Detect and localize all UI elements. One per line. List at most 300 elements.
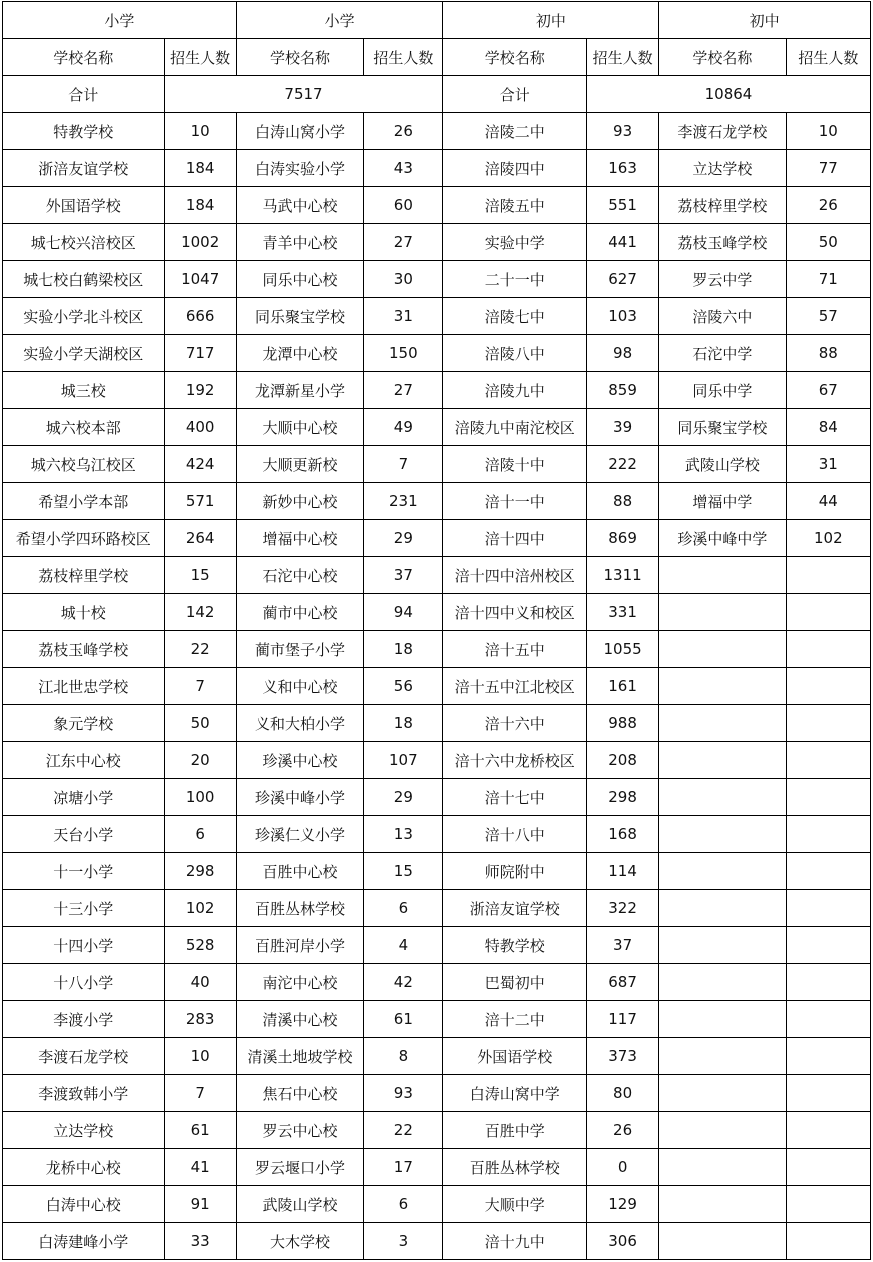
- school-name-cell: 白涛山窝小学: [236, 113, 363, 150]
- school-name-cell: 白涛山窝中学: [443, 1075, 586, 1112]
- table-row: [3, 631, 871, 668]
- table-row: [3, 1075, 871, 1112]
- enrollment-cell: 31: [786, 446, 870, 483]
- school-name-cell: 新妙中心校: [236, 483, 363, 520]
- enrollment-cell: 184: [164, 187, 236, 224]
- school-name-cell: 同乐中学: [659, 372, 786, 409]
- school-name-cell: 武陵山学校: [659, 446, 786, 483]
- level-header-row: [3, 2, 871, 39]
- school-name-cell: 城六校本部: [3, 409, 165, 446]
- school-name-cell: 希望小学本部: [3, 483, 165, 520]
- school-name-cell: [659, 816, 786, 853]
- enrollment-cell: 1311: [586, 557, 658, 594]
- school-name-cell: 凉塘小学: [3, 779, 165, 816]
- school-name-cell: 李渡石龙学校: [3, 1038, 165, 1075]
- enrollment-cell: 17: [364, 1149, 443, 1186]
- enrollment-table: [2, 1, 871, 1260]
- enrollment-cell: 7: [364, 446, 443, 483]
- school-name-cell: 二十一中: [443, 261, 586, 298]
- school-name-cell: [659, 964, 786, 1001]
- school-name-cell: 实验小学北斗校区: [3, 298, 165, 335]
- enrollment-cell: 42: [364, 964, 443, 1001]
- school-name-cell: 涪十一中: [443, 483, 586, 520]
- enrollment-cell: 100: [164, 779, 236, 816]
- enrollment-cell: 988: [586, 705, 658, 742]
- enrollment-cell: 8: [364, 1038, 443, 1075]
- school-name-cell: [659, 1186, 786, 1223]
- school-name-cell: 城七校白鹤梁校区: [3, 261, 165, 298]
- school-name-cell: 义和大柏小学: [236, 705, 363, 742]
- school-name-cell: 增福中学: [659, 483, 786, 520]
- enrollment-cell: [786, 890, 870, 927]
- school-name-cell: 涪十八中: [443, 816, 586, 853]
- enrollment-cell: 222: [586, 446, 658, 483]
- enrollment-cell: 1002: [164, 224, 236, 261]
- school-name-cell: 大顺更新校: [236, 446, 363, 483]
- enrollment-cell: 7: [164, 668, 236, 705]
- enrollment-cell: 1047: [164, 261, 236, 298]
- enrollment-cell: 15: [364, 853, 443, 890]
- enrollment-cell: 424: [164, 446, 236, 483]
- enrollment-cell: 10: [164, 1038, 236, 1075]
- enrollment-cell: 10: [164, 113, 236, 150]
- enrollment-cell: [786, 1038, 870, 1075]
- enrollment-cell: 306: [586, 1223, 658, 1260]
- school-name-cell: 江东中心校: [3, 742, 165, 779]
- school-name-cell: 马武中心校: [236, 187, 363, 224]
- enrollment-cell: 93: [364, 1075, 443, 1112]
- enrollment-cell: 18: [364, 705, 443, 742]
- school-name-cell: 大顺中心校: [236, 409, 363, 446]
- school-name-cell: 白涛中心校: [3, 1186, 165, 1223]
- school-name-cell: 涪陵四中: [443, 150, 586, 187]
- enrollment-cell: 264: [164, 520, 236, 557]
- totals-row: [3, 76, 871, 113]
- table-row: [3, 520, 871, 557]
- table-row: [3, 779, 871, 816]
- enrollment-cell: 114: [586, 853, 658, 890]
- enrollment-cell: 6: [364, 1186, 443, 1223]
- enrollment-cell: 666: [164, 298, 236, 335]
- school-name-cell: 义和中心校: [236, 668, 363, 705]
- enrollment-cell: 150: [364, 335, 443, 372]
- school-name-cell: 青羊中心校: [236, 224, 363, 261]
- enrollment-cell: 142: [164, 594, 236, 631]
- enrollment-cell: [786, 742, 870, 779]
- enrollment-cell: 26: [786, 187, 870, 224]
- enrollment-cell: 7: [164, 1075, 236, 1112]
- school-name-cell: 涪陵九中: [443, 372, 586, 409]
- enrollment-cell: 84: [786, 409, 870, 446]
- enrollment-cell: 441: [586, 224, 658, 261]
- school-name-cell: 同乐聚宝学校: [236, 298, 363, 335]
- enrollment-cell: 4: [364, 927, 443, 964]
- enrollment-cell: 77: [786, 150, 870, 187]
- enrollment-cell: 91: [164, 1186, 236, 1223]
- school-name-cell: [659, 890, 786, 927]
- school-name-cell: 罗云堰口小学: [236, 1149, 363, 1186]
- enrollment-cell: 184: [164, 150, 236, 187]
- enrollment-cell: 22: [364, 1112, 443, 1149]
- school-name-cell: 巴蜀初中: [443, 964, 586, 1001]
- school-name-cell: [659, 1112, 786, 1149]
- enrollment-cell: 57: [786, 298, 870, 335]
- school-name-cell: 涪陵七中: [443, 298, 586, 335]
- column-header-enrollment: 招生人数: [164, 39, 236, 76]
- enrollment-cell: 71: [786, 261, 870, 298]
- school-name-cell: 武陵山学校: [236, 1186, 363, 1223]
- enrollment-cell: 103: [586, 298, 658, 335]
- enrollment-cell: 29: [364, 779, 443, 816]
- column-header-school-name: 学校名称: [659, 39, 786, 76]
- table-row: [3, 1001, 871, 1038]
- enrollment-cell: [786, 705, 870, 742]
- table-row: [3, 705, 871, 742]
- table-row: [3, 1112, 871, 1149]
- school-name-cell: [659, 705, 786, 742]
- school-name-cell: [659, 853, 786, 890]
- enrollment-cell: 192: [164, 372, 236, 409]
- enrollment-cell: [786, 964, 870, 1001]
- table-row: [3, 335, 871, 372]
- enrollment-cell: 627: [586, 261, 658, 298]
- school-name-cell: 李渡小学: [3, 1001, 165, 1038]
- school-name-cell: 涪陵八中: [443, 335, 586, 372]
- enrollment-cell: 0: [586, 1149, 658, 1186]
- school-name-cell: [659, 779, 786, 816]
- enrollment-cell: 3: [364, 1223, 443, 1260]
- school-name-cell: 龙潭中心校: [236, 335, 363, 372]
- school-name-cell: 十一小学: [3, 853, 165, 890]
- enrollment-cell: 687: [586, 964, 658, 1001]
- enrollment-cell: 33: [164, 1223, 236, 1260]
- level-middle-1: 初中: [443, 2, 659, 39]
- school-name-cell: 立达学校: [3, 1112, 165, 1149]
- enrollment-cell: 26: [586, 1112, 658, 1149]
- school-name-cell: 百胜河岸小学: [236, 927, 363, 964]
- enrollment-cell: [786, 1075, 870, 1112]
- table-row: [3, 927, 871, 964]
- school-name-cell: [659, 1001, 786, 1038]
- school-name-cell: 涪十五中: [443, 631, 586, 668]
- school-name-cell: 蔺市堡子小学: [236, 631, 363, 668]
- school-name-cell: 白涛建峰小学: [3, 1223, 165, 1260]
- enrollment-cell: 571: [164, 483, 236, 520]
- school-name-cell: 龙潭新星小学: [236, 372, 363, 409]
- school-name-cell: 龙桥中心校: [3, 1149, 165, 1186]
- table-row: [3, 409, 871, 446]
- school-name-cell: [659, 742, 786, 779]
- enrollment-cell: 94: [364, 594, 443, 631]
- school-name-cell: 浙涪友谊学校: [443, 890, 586, 927]
- enrollment-cell: 322: [586, 890, 658, 927]
- enrollment-cell: 37: [586, 927, 658, 964]
- enrollment-cell: 283: [164, 1001, 236, 1038]
- school-name-cell: 珍溪中峰小学: [236, 779, 363, 816]
- table-row: [3, 557, 871, 594]
- school-name-cell: [659, 1149, 786, 1186]
- school-name-cell: 蔺市中心校: [236, 594, 363, 631]
- table-body: [3, 2, 871, 1260]
- table-row: [3, 483, 871, 520]
- enrollment-cell: [786, 1149, 870, 1186]
- enrollment-cell: 67: [786, 372, 870, 409]
- school-name-cell: [659, 557, 786, 594]
- school-name-cell: 增福中心校: [236, 520, 363, 557]
- enrollment-cell: 168: [586, 816, 658, 853]
- enrollment-cell: 88: [586, 483, 658, 520]
- level-primary-2: 小学: [236, 2, 443, 39]
- enrollment-cell: 13: [364, 816, 443, 853]
- enrollment-cell: [786, 668, 870, 705]
- school-name-cell: 涪陵九中南沱校区: [443, 409, 586, 446]
- school-name-cell: 涪陵十中: [443, 446, 586, 483]
- school-name-cell: 珍溪中峰中学: [659, 520, 786, 557]
- enrollment-cell: [786, 853, 870, 890]
- school-name-cell: 十四小学: [3, 927, 165, 964]
- enrollment-cell: 30: [364, 261, 443, 298]
- school-name-cell: 珍溪仁义小学: [236, 816, 363, 853]
- school-name-cell: 焦石中心校: [236, 1075, 363, 1112]
- school-name-cell: 希望小学四环路校区: [3, 520, 165, 557]
- table-row: [3, 853, 871, 890]
- school-name-cell: 城十校: [3, 594, 165, 631]
- school-name-cell: [659, 668, 786, 705]
- enrollment-cell: 208: [586, 742, 658, 779]
- school-name-cell: 荔枝梓里学校: [3, 557, 165, 594]
- column-header-enrollment: 招生人数: [786, 39, 870, 76]
- enrollment-cell: 10: [786, 113, 870, 150]
- school-name-cell: 珍溪中心校: [236, 742, 363, 779]
- enrollment-cell: 88: [786, 335, 870, 372]
- school-name-cell: 荔枝玉峰学校: [659, 224, 786, 261]
- enrollment-cell: 528: [164, 927, 236, 964]
- enrollment-cell: [786, 557, 870, 594]
- column-header-school-name: 学校名称: [3, 39, 165, 76]
- enrollment-cell: 20: [164, 742, 236, 779]
- enrollment-cell: 27: [364, 372, 443, 409]
- school-name-cell: 涪陵二中: [443, 113, 586, 150]
- school-name-cell: 李渡石龙学校: [659, 113, 786, 150]
- school-name-cell: 外国语学校: [443, 1038, 586, 1075]
- school-name-cell: 城七校兴涪校区: [3, 224, 165, 261]
- enrollment-cell: [786, 779, 870, 816]
- table-row: [3, 224, 871, 261]
- table-row: [3, 1038, 871, 1075]
- enrollment-cell: 129: [586, 1186, 658, 1223]
- enrollment-cell: 298: [586, 779, 658, 816]
- enrollment-cell: 15: [164, 557, 236, 594]
- enrollment-cell: 551: [586, 187, 658, 224]
- enrollment-cell: 37: [364, 557, 443, 594]
- school-name-cell: 外国语学校: [3, 187, 165, 224]
- enrollment-cell: 6: [164, 816, 236, 853]
- school-name-cell: 立达学校: [659, 150, 786, 187]
- school-name-cell: 江北世忠学校: [3, 668, 165, 705]
- school-name-cell: 涪十六中龙桥校区: [443, 742, 586, 779]
- enrollment-cell: 40: [164, 964, 236, 1001]
- school-name-cell: 涪十七中: [443, 779, 586, 816]
- total-label-primary: 合计: [3, 76, 165, 113]
- table-row: [3, 668, 871, 705]
- enrollment-cell: 56: [364, 668, 443, 705]
- table-row: [3, 964, 871, 1001]
- school-name-cell: [659, 631, 786, 668]
- school-name-cell: [659, 1075, 786, 1112]
- school-name-cell: 李渡致韩小学: [3, 1075, 165, 1112]
- school-name-cell: 实验小学天湖校区: [3, 335, 165, 372]
- school-name-cell: 浙涪友谊学校: [3, 150, 165, 187]
- enrollment-cell: 117: [586, 1001, 658, 1038]
- enrollment-cell: [786, 1186, 870, 1223]
- school-name-cell: 百胜丛林学校: [443, 1149, 586, 1186]
- school-name-cell: 特教学校: [3, 113, 165, 150]
- column-header-enrollment: 招生人数: [364, 39, 443, 76]
- table-row: [3, 298, 871, 335]
- school-name-cell: 城三校: [3, 372, 165, 409]
- school-name-cell: [659, 1038, 786, 1075]
- total-value-middle: 10864: [586, 76, 870, 113]
- enrollment-cell: 18: [364, 631, 443, 668]
- enrollment-cell: 231: [364, 483, 443, 520]
- table-row: [3, 890, 871, 927]
- enrollment-cell: 61: [364, 1001, 443, 1038]
- school-name-cell: 涪十四中: [443, 520, 586, 557]
- enrollment-cell: 60: [364, 187, 443, 224]
- school-name-cell: 罗云中学: [659, 261, 786, 298]
- school-name-cell: 涪十六中: [443, 705, 586, 742]
- table-row: [3, 113, 871, 150]
- school-name-cell: 罗云中心校: [236, 1112, 363, 1149]
- enrollment-cell: 6: [364, 890, 443, 927]
- enrollment-cell: 39: [586, 409, 658, 446]
- table-row: [3, 446, 871, 483]
- table-row: [3, 816, 871, 853]
- school-name-cell: 涪陵六中: [659, 298, 786, 335]
- school-name-cell: 涪十四中涪州校区: [443, 557, 586, 594]
- enrollment-cell: 41: [164, 1149, 236, 1186]
- enrollment-cell: 50: [164, 705, 236, 742]
- enrollment-cell: 331: [586, 594, 658, 631]
- school-name-cell: 特教学校: [443, 927, 586, 964]
- table-row: [3, 187, 871, 224]
- table-row: [3, 742, 871, 779]
- enrollment-cell: 1055: [586, 631, 658, 668]
- enrollment-cell: 22: [164, 631, 236, 668]
- column-header-school-name: 学校名称: [443, 39, 586, 76]
- school-name-cell: 涪十九中: [443, 1223, 586, 1260]
- table-row: [3, 150, 871, 187]
- level-primary-1: 小学: [3, 2, 237, 39]
- school-name-cell: 清溪土地坡学校: [236, 1038, 363, 1075]
- school-name-cell: 天台小学: [3, 816, 165, 853]
- school-name-cell: 十八小学: [3, 964, 165, 1001]
- school-name-cell: 象元学校: [3, 705, 165, 742]
- school-name-cell: 涪十五中江北校区: [443, 668, 586, 705]
- enrollment-cell: 163: [586, 150, 658, 187]
- school-name-cell: 大木学校: [236, 1223, 363, 1260]
- enrollment-cell: 49: [364, 409, 443, 446]
- enrollment-cell: [786, 1223, 870, 1260]
- enrollment-cell: 31: [364, 298, 443, 335]
- school-name-cell: 石沱中学: [659, 335, 786, 372]
- total-value-primary: 7517: [164, 76, 443, 113]
- enrollment-cell: 859: [586, 372, 658, 409]
- enrollment-cell: 298: [164, 853, 236, 890]
- enrollment-cell: 93: [586, 113, 658, 150]
- school-name-cell: [659, 927, 786, 964]
- enrollment-cell: 102: [164, 890, 236, 927]
- enrollment-cell: 50: [786, 224, 870, 261]
- enrollment-cell: 373: [586, 1038, 658, 1075]
- enrollment-cell: 102: [786, 520, 870, 557]
- enrollment-cell: 98: [586, 335, 658, 372]
- school-name-cell: 白涛实验小学: [236, 150, 363, 187]
- enrollment-cell: 29: [364, 520, 443, 557]
- school-name-cell: 城六校乌江校区: [3, 446, 165, 483]
- school-name-cell: 百胜丛林学校: [236, 890, 363, 927]
- enrollment-cell: [786, 631, 870, 668]
- column-header-enrollment: 招生人数: [586, 39, 658, 76]
- table-row: [3, 1223, 871, 1260]
- enrollment-cell: 400: [164, 409, 236, 446]
- column-header-row: [3, 39, 871, 76]
- enrollment-cell: [786, 594, 870, 631]
- school-name-cell: 百胜中心校: [236, 853, 363, 890]
- school-name-cell: 师院附中: [443, 853, 586, 890]
- school-name-cell: [659, 1223, 786, 1260]
- school-name-cell: 涪十四中义和校区: [443, 594, 586, 631]
- enrollment-cell: 61: [164, 1112, 236, 1149]
- table-row: [3, 1149, 871, 1186]
- table-row: [3, 594, 871, 631]
- school-name-cell: 涪十二中: [443, 1001, 586, 1038]
- table-row: [3, 261, 871, 298]
- school-name-cell: 同乐中心校: [236, 261, 363, 298]
- school-name-cell: [659, 594, 786, 631]
- enrollment-cell: 26: [364, 113, 443, 150]
- school-name-cell: 南沱中心校: [236, 964, 363, 1001]
- enrollment-cell: 869: [586, 520, 658, 557]
- column-header-school-name: 学校名称: [236, 39, 363, 76]
- enrollment-cell: [786, 1001, 870, 1038]
- enrollment-cell: 43: [364, 150, 443, 187]
- enrollment-cell: 717: [164, 335, 236, 372]
- school-name-cell: 清溪中心校: [236, 1001, 363, 1038]
- enrollment-cell: 27: [364, 224, 443, 261]
- total-label-middle: 合计: [443, 76, 586, 113]
- school-name-cell: 荔枝梓里学校: [659, 187, 786, 224]
- enrollment-cell: 161: [586, 668, 658, 705]
- table-row: [3, 1186, 871, 1223]
- school-name-cell: 涪陵五中: [443, 187, 586, 224]
- enrollment-cell: [786, 1112, 870, 1149]
- school-name-cell: 十三小学: [3, 890, 165, 927]
- enrollment-cell: [786, 927, 870, 964]
- enrollment-cell: [786, 816, 870, 853]
- school-name-cell: 荔枝玉峰学校: [3, 631, 165, 668]
- school-name-cell: 百胜中学: [443, 1112, 586, 1149]
- school-name-cell: 实验中学: [443, 224, 586, 261]
- enrollment-cell: 80: [586, 1075, 658, 1112]
- table-row: [3, 372, 871, 409]
- school-name-cell: 大顺中学: [443, 1186, 586, 1223]
- school-name-cell: 石沱中心校: [236, 557, 363, 594]
- enrollment-cell: 44: [786, 483, 870, 520]
- level-middle-2: 初中: [659, 2, 871, 39]
- enrollment-cell: 107: [364, 742, 443, 779]
- school-name-cell: 同乐聚宝学校: [659, 409, 786, 446]
